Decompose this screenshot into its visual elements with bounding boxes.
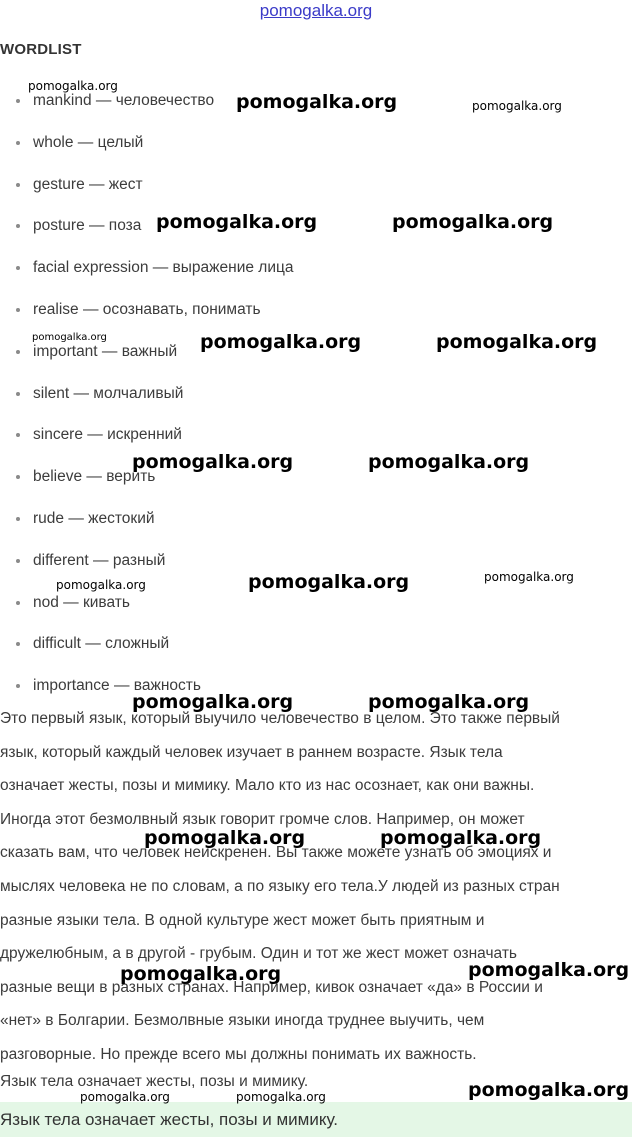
watermark: pomogalka.org: [132, 691, 294, 713]
list-item-text: different — разный: [33, 551, 166, 569]
watermark: pomogalka.org: [472, 99, 562, 113]
bullet-icon: [16, 141, 20, 145]
list-item-text: mankind — человечество: [33, 92, 215, 109]
bullet-icon: [16, 183, 20, 187]
bullet-icon: [16, 433, 20, 437]
list-item-text: believe — верить: [33, 468, 156, 486]
watermark: pomogalka.org: [468, 1079, 630, 1101]
site-link[interactable]: pomogalka.org: [259, 1, 373, 20]
watermark: pomogalka.org: [368, 451, 530, 473]
watermark: pomogalka.org: [132, 451, 294, 473]
paragraph-line: «нет» в Болгарии. Безмолвные языки иногда труднее выучить, чем: [0, 1012, 485, 1030]
list-item: [0, 623, 294, 665]
paragraph-line: Иногда этот безмолвный язык говорит громче слов. Например, он может: [0, 810, 525, 828]
watermark: pomogalka.org: [56, 578, 146, 592]
list-item-text: posture — поза: [33, 217, 142, 235]
bullet-icon: [16, 517, 20, 521]
list-item-text: difficult — сложный: [33, 635, 170, 653]
watermark: pomogalka.org: [28, 79, 118, 93]
bullet-icon: [16, 642, 20, 646]
bullet-icon: [16, 350, 20, 354]
watermark: pomogalka.org: [236, 1090, 326, 1104]
list-item: [0, 289, 294, 331]
wordlist: [0, 80, 294, 707]
watermark: pomogalka.org: [392, 211, 554, 233]
watermark: pomogalka.org: [484, 570, 574, 584]
list-item: [0, 498, 294, 540]
list-item: [0, 247, 294, 289]
bullet-icon: [16, 684, 20, 688]
watermark: pomogalka.org: [468, 959, 630, 981]
summary-sentence: Язык тела означает жесты, позы и мимику.: [0, 1073, 309, 1090]
wordlist-heading: WORDLIST: [0, 41, 82, 58]
watermark: pomogalka.org: [120, 963, 282, 985]
bullet-icon: [16, 99, 20, 103]
list-item: [0, 164, 294, 206]
list-item: [0, 373, 294, 415]
list-item-text: nod — кивать: [33, 593, 130, 611]
watermark: pomogalka.org: [236, 91, 398, 113]
bullet-icon: [16, 308, 20, 312]
bullet-icon: [16, 224, 20, 228]
list-item: [0, 414, 294, 456]
paragraph-line: сказать вам, что человек неискренен. Вы также можете узнать об эмоциях и: [0, 844, 552, 862]
bullet-icon: [16, 559, 20, 563]
list-item-text: important — важный: [33, 342, 178, 360]
paragraph-line: разные вещи в разных странах. Например, кивок означает «да» в России и: [0, 978, 543, 996]
paragraph-line: означает жесты, позы и мимику. Мало кто из нас осознает, как они важны.: [0, 777, 535, 795]
watermark: pomogalka.org: [436, 331, 598, 353]
list-item-text: rude — жестокий: [33, 509, 155, 527]
watermark: pomogalka.org: [248, 571, 410, 593]
list-item-text: sincere — искренний: [33, 426, 182, 444]
answer-highlight: Язык тела означает жесты, позы и мимику.: [0, 1102, 632, 1137]
paragraph-line: Это первый язык, который выучило человечество в целом. Это также первый: [0, 710, 560, 727]
watermark: pomogalka.org: [380, 827, 542, 849]
bullet-icon: [16, 392, 20, 396]
list-item-text: silent — молчаливый: [33, 384, 184, 402]
paragraph-line: разговорные. Но прежде всего мы должны понимать их важность.: [0, 1045, 477, 1063]
paragraph-line: язык, который каждый человек изучает в раннем возрасте. Язык тела: [0, 743, 503, 761]
watermark: pomogalka.org: [32, 332, 107, 343]
list-item-text: importance — важность: [33, 677, 201, 695]
bullet-icon: [16, 266, 20, 270]
list-item: [0, 122, 294, 164]
paragraph-line: мыслях человека не по словам, а по языку его тела.У людей из разных стран: [0, 877, 560, 895]
paragraph-line: дружелюбным, а в другой - грубым. Один и тот же жест может означать: [0, 945, 517, 963]
watermark: pomogalka.org: [368, 691, 530, 713]
list-item-text: realise — осознавать, понимать: [33, 300, 261, 318]
body-paragraph: [0, 702, 625, 1072]
bullet-icon: [16, 601, 20, 605]
bullet-icon: [16, 475, 20, 479]
list-item-text: gesture — жест: [33, 175, 143, 193]
watermark: pomogalka.org: [80, 1090, 170, 1104]
list-item-text: whole — целый: [33, 133, 144, 151]
list-item-text: facial expression — выражение лица: [33, 259, 294, 277]
watermark: pomogalka.org: [200, 331, 362, 353]
watermark: pomogalka.org: [156, 211, 318, 233]
watermark: pomogalka.org: [144, 827, 306, 849]
paragraph-line: разные языки тела. В одной культуре жест может быть приятным и: [0, 911, 485, 929]
